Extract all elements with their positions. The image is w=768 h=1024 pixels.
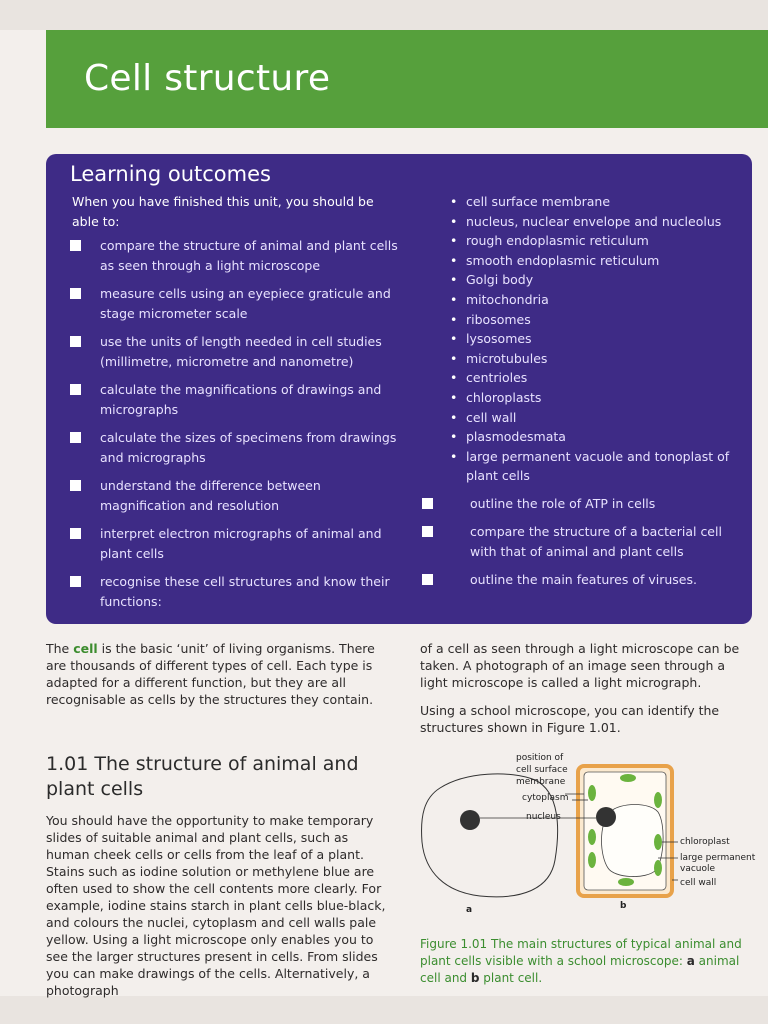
chloroplast xyxy=(588,829,596,845)
outcome-item xyxy=(70,236,400,276)
list-item: • chloroplasts xyxy=(448,388,748,408)
outcome-text: interpret electron micrographs of animal and plant cells xyxy=(100,526,382,561)
label-cell-wall: cell wall xyxy=(680,878,717,888)
outcome-item xyxy=(422,494,748,514)
key-term-cell: cell xyxy=(73,641,98,656)
outcome-item xyxy=(422,570,748,590)
checkbox-icon xyxy=(70,432,81,443)
outcome-item xyxy=(70,332,400,372)
list-item: • ribosomes xyxy=(448,310,748,330)
outcome-text: calculate the magnifications of drawings and micrographs xyxy=(100,382,382,417)
animal-nucleus xyxy=(460,810,480,830)
checkbox-icon xyxy=(70,480,81,491)
outcome-text: outline the role of ATP in cells xyxy=(470,495,656,511)
checkbox-icon xyxy=(70,240,81,251)
checkbox-icon xyxy=(422,498,433,509)
chloroplast xyxy=(654,834,662,850)
checkbox-icon xyxy=(70,528,81,539)
list-item: • mitochondria xyxy=(448,290,748,310)
intro-paragraph xyxy=(46,640,376,708)
checkbox-icon xyxy=(70,336,81,347)
outcome-item xyxy=(70,380,400,420)
label-a: a xyxy=(466,905,473,915)
chloroplast xyxy=(654,792,662,808)
outcome-item xyxy=(70,428,400,468)
outcome-text: recognise these cell structures and know their functions: xyxy=(100,574,390,609)
right-paragraph-1: of a cell as seen through a light microscope can be taken. A photograph of an image seen through a light microscope is called a light micrograph. xyxy=(420,641,740,690)
label-chloroplast: chloroplast xyxy=(680,837,730,847)
learning-outcomes-intro: When you have finished this unit, you should be able to: xyxy=(72,194,374,229)
label-membrane-3: membrane xyxy=(516,777,566,787)
list-item: • Golgi body xyxy=(448,270,748,290)
list-item: • cell wall xyxy=(448,408,748,428)
label-membrane-1: position of xyxy=(516,753,564,763)
list-item: • microtubules xyxy=(448,349,748,369)
caption-a: a xyxy=(686,954,695,968)
chloroplast xyxy=(588,852,596,868)
learning-outcomes-box xyxy=(46,154,752,624)
chloroplast xyxy=(620,774,636,782)
checkbox-icon xyxy=(422,574,433,585)
list-item: • cell surface membrane xyxy=(448,192,748,212)
page-title: Cell structure xyxy=(84,58,331,99)
outcome-text: compare the structure of animal and plant cells as seen through a light microscope xyxy=(100,238,398,273)
list-item: • rough endoplasmic reticulum xyxy=(448,231,748,251)
outcome-item xyxy=(70,524,400,564)
right-paragraph-2: Using a school microscope, you can identify the structures shown in Figure 1.01. xyxy=(420,703,720,735)
outcome-item xyxy=(70,476,400,516)
intro-text: The xyxy=(46,641,74,656)
outcome-text: compare the structure of a bacterial cell with that of animal and plant cells xyxy=(470,523,722,559)
list-item: • plasmodesmata xyxy=(448,427,748,447)
figure-caption xyxy=(420,936,750,987)
title-band xyxy=(46,30,768,128)
chloroplast xyxy=(588,785,596,801)
checkbox-icon xyxy=(70,288,81,299)
section-paragraph: You should have the opportunity to make temporary slides of suitable animal and plant cells, such as human cheek cells or cells from the leaf of a plant. Stains such as iodine solution or methylene blue are often used to show the cell contents more clearly. For example, iodine stains starch in plant cells blue-black, and colours the nuclei, cytoplasm and cell walls pale yellow. Using a light microscope only enables you to see the larger structures present in cells. From slides you can make drawings of the cells. Alternatively, a photograph xyxy=(46,813,386,998)
chloroplast xyxy=(654,860,662,876)
list-item: • nucleus, nuclear envelope and nucleolus xyxy=(448,212,748,232)
label-nucleus: nucleus xyxy=(526,812,561,822)
label-vacuole-1: large permanent xyxy=(680,853,756,863)
checkbox-icon xyxy=(70,576,81,587)
label-cytoplasm: cytoplasm xyxy=(522,793,569,803)
outcome-text: understand the difference between magnification and resolution xyxy=(100,478,321,513)
outcomes-left-column xyxy=(70,236,400,620)
section-heading: 1.01 The structure of animal and plant cells xyxy=(46,753,359,800)
list-item: • lysosomes xyxy=(448,329,748,349)
cell-diagram xyxy=(410,750,762,920)
chloroplast xyxy=(618,878,634,886)
outcome-item xyxy=(70,572,400,612)
outcome-text: calculate the sizes of specimens from drawings and micrographs xyxy=(100,430,397,465)
learning-outcomes-heading: Learning outcomes xyxy=(70,162,271,186)
caption-text: animal cell and xyxy=(420,954,740,985)
checkbox-icon xyxy=(70,384,81,395)
outcome-item xyxy=(70,284,400,324)
outcome-text: outline the main features of viruses. xyxy=(470,571,697,587)
outcome-text: measure cells using an eyepiece graticule and stage micrometer scale xyxy=(100,286,391,321)
cell-structures-list xyxy=(448,192,748,486)
outcome-item xyxy=(422,522,748,562)
label-membrane-2: cell surface xyxy=(516,765,568,775)
intro-text: is the basic ‘unit’ of living organisms. There are thousands of different types of cell. Each type is adapted for a different function, but they are all recognisable as cells by the structures they contain. xyxy=(46,641,375,707)
checkbox-icon xyxy=(422,526,433,537)
caption-b: b xyxy=(470,971,480,985)
plant-nucleus xyxy=(596,807,616,827)
label-b: b xyxy=(620,901,627,911)
caption-text: Figure 1.01 The main structures of typical animal and plant cells visible with a school microscope: xyxy=(420,937,742,968)
list-item: • large permanent vacuole and tonoplast of plant cells xyxy=(448,447,748,486)
outcomes-right-column xyxy=(448,192,748,598)
list-item: • smooth endoplasmic reticulum xyxy=(448,251,748,271)
caption-text: plant cell. xyxy=(479,971,543,985)
list-item: • centrioles xyxy=(448,368,748,388)
outcome-text: use the units of length needed in cell studies (millimetre, micrometre and nanometre) xyxy=(100,334,382,369)
label-vacuole-2: vacuole xyxy=(680,864,716,874)
